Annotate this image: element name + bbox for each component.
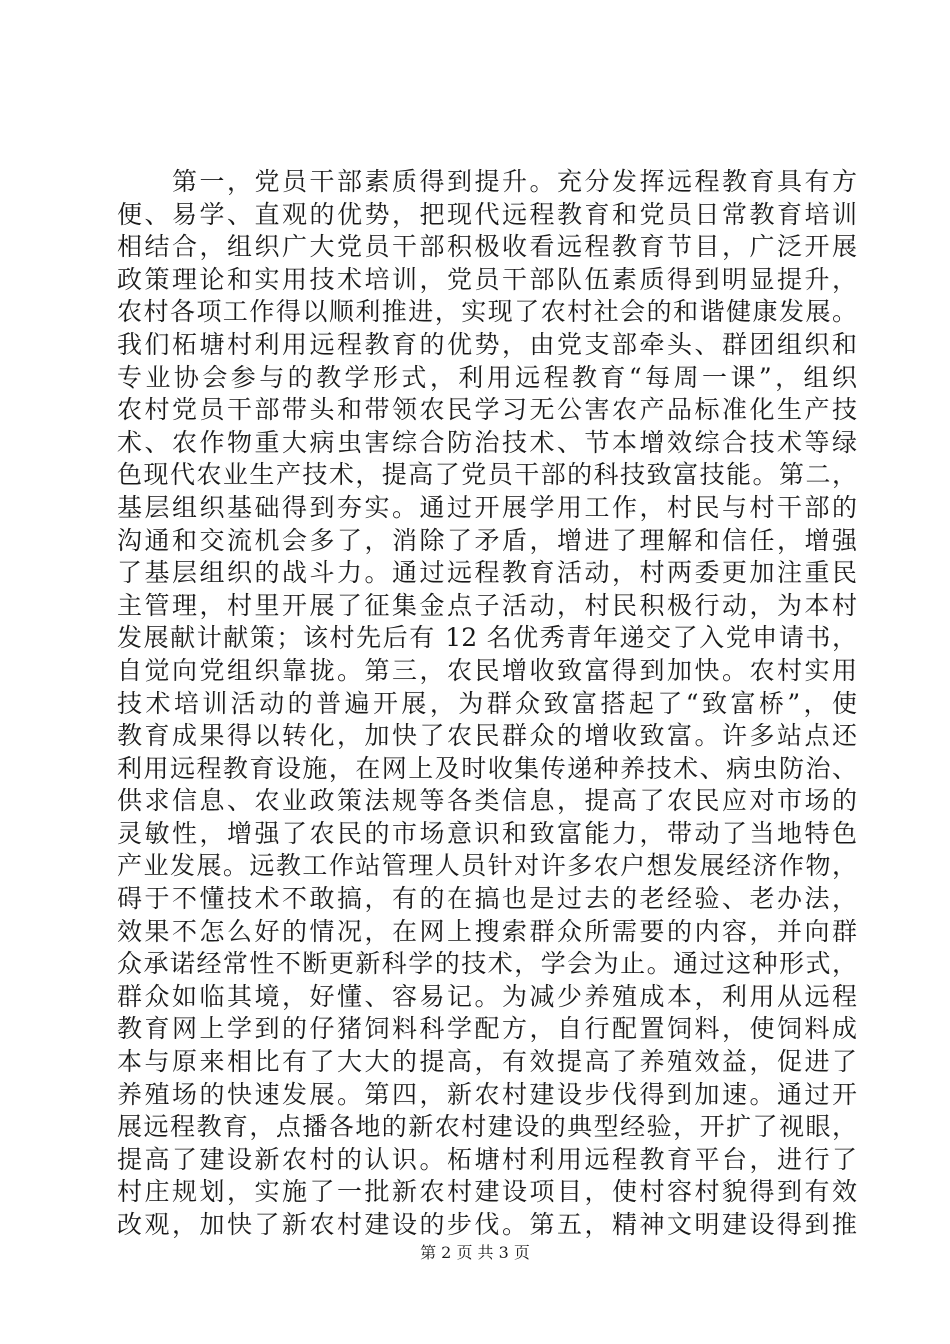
text-line: 碍于不懂技术不敢搞，有的在搞也是过去的老经验、老办法， bbox=[117, 884, 857, 914]
text-line: 众承诺经常性不断更新科学的技术，学会为止。通过这种形式， bbox=[117, 949, 857, 979]
page-number-footer: 第 2 页 共 3 页 bbox=[420, 1243, 530, 1262]
text-line: 沟通和交流机会多了，消除了矛盾，增进了理解和信任，增强 bbox=[117, 525, 857, 555]
text-line: 术、农作物重大病虫害综合防治技术、节本增效综合技术等绿 bbox=[117, 427, 857, 457]
text-line: 了基层组织的战斗力。通过远程教育活动，村两委更加注重民 bbox=[117, 558, 857, 588]
text-line: 产业发展。远教工作站管理人员针对许多农户想发展经济作物， bbox=[117, 851, 857, 881]
text-line: 养殖场的快速发展。第四，新农村建设步伐得到加速。通过开 bbox=[117, 1079, 857, 1109]
text-line: 基层组织基础得到夯实。通过开展学用工作，村民与村干部的 bbox=[117, 492, 857, 522]
text-line: 提高了建设新农村的认识。柘塘村利用远程教育平台，进行了 bbox=[117, 1144, 857, 1174]
text-line: 灵敏性，增强了农民的市场意识和致富能力，带动了当地特色 bbox=[117, 818, 857, 848]
text-line: 农村党员干部带头和带领农民学习无公害农产品标准化生产技 bbox=[117, 395, 857, 425]
text-line: 技术培训活动的普遍开展，为群众致富搭起了“致富桥”，使 bbox=[117, 688, 857, 718]
text-line: 自觉向党组织靠拢。第三，农民增收致富得到加快。农村实用 bbox=[117, 655, 857, 685]
text-line: 农村各项工作得以顺利推进，实现了农村社会的和谐健康发展。 bbox=[117, 297, 857, 327]
text-line: 本与原来相比有了大大的提高，有效提高了养殖效益，促进了 bbox=[117, 1047, 857, 1077]
text-line: 色现代农业生产技术，提高了党员干部的科技致富技能。第二， bbox=[117, 460, 857, 490]
text-line: 展远程教育，点播各地的新农村建设的典型经验，开扩了视眼， bbox=[117, 1112, 857, 1142]
text-line: 相结合，组织广大党员干部积极收看远程教育节目，广泛开展 bbox=[117, 232, 857, 262]
text-line: 利用远程教育设施，在网上及时收集传递种养技术、病虫防治、 bbox=[117, 753, 857, 783]
text-line: 村庄规划，实施了一批新农村建设项目，使村容村貌得到有效 bbox=[117, 1177, 857, 1207]
text-line: 改观，加快了新农村建设的步伐。第五，精神文明建设得到推 bbox=[117, 1210, 857, 1239]
text-line: 专业协会参与的教学形式，利用远程教育“每周一课”，组织 bbox=[117, 362, 857, 392]
text-line: 供求信息、农业政策法规等各类信息，提高了农民应对市场的 bbox=[117, 786, 857, 816]
text-line: 发展献计献策；该村先后有 12 名优秀青年递交了入党申请书， bbox=[117, 623, 857, 653]
text-line: 教育成果得以转化，加快了农民群众的增收致富。许多站点还 bbox=[117, 721, 857, 751]
text-line: 主管理，村里开展了征集金点子活动，村民积极行动，为本村 bbox=[117, 590, 857, 620]
text-line: 我们柘塘村利用远程教育的优势，由党支部牵头、群团组织和 bbox=[117, 329, 857, 359]
text-line: 便、易学、直观的优势，把现代远程教育和党员日常教育培训 bbox=[117, 199, 857, 229]
text-line: 效果不怎么好的情况，在网上搜索群众所需要的内容，并向群 bbox=[117, 916, 857, 946]
text-line: 政策理论和实用技术培训，党员干部队伍素质得到明显提升， bbox=[117, 264, 857, 294]
text-line: 教育网上学到的仔猪饲料科学配方，自行配置饲料，使饲料成 bbox=[117, 1014, 857, 1044]
body-paragraph bbox=[117, 166, 857, 1242]
text-line: 群众如临其境，好懂、容易记。为减少养殖成本，利用从远程 bbox=[117, 981, 857, 1011]
text-line: 第一，党员干部素质得到提升。充分发挥远程教育具有方 bbox=[117, 167, 857, 196]
